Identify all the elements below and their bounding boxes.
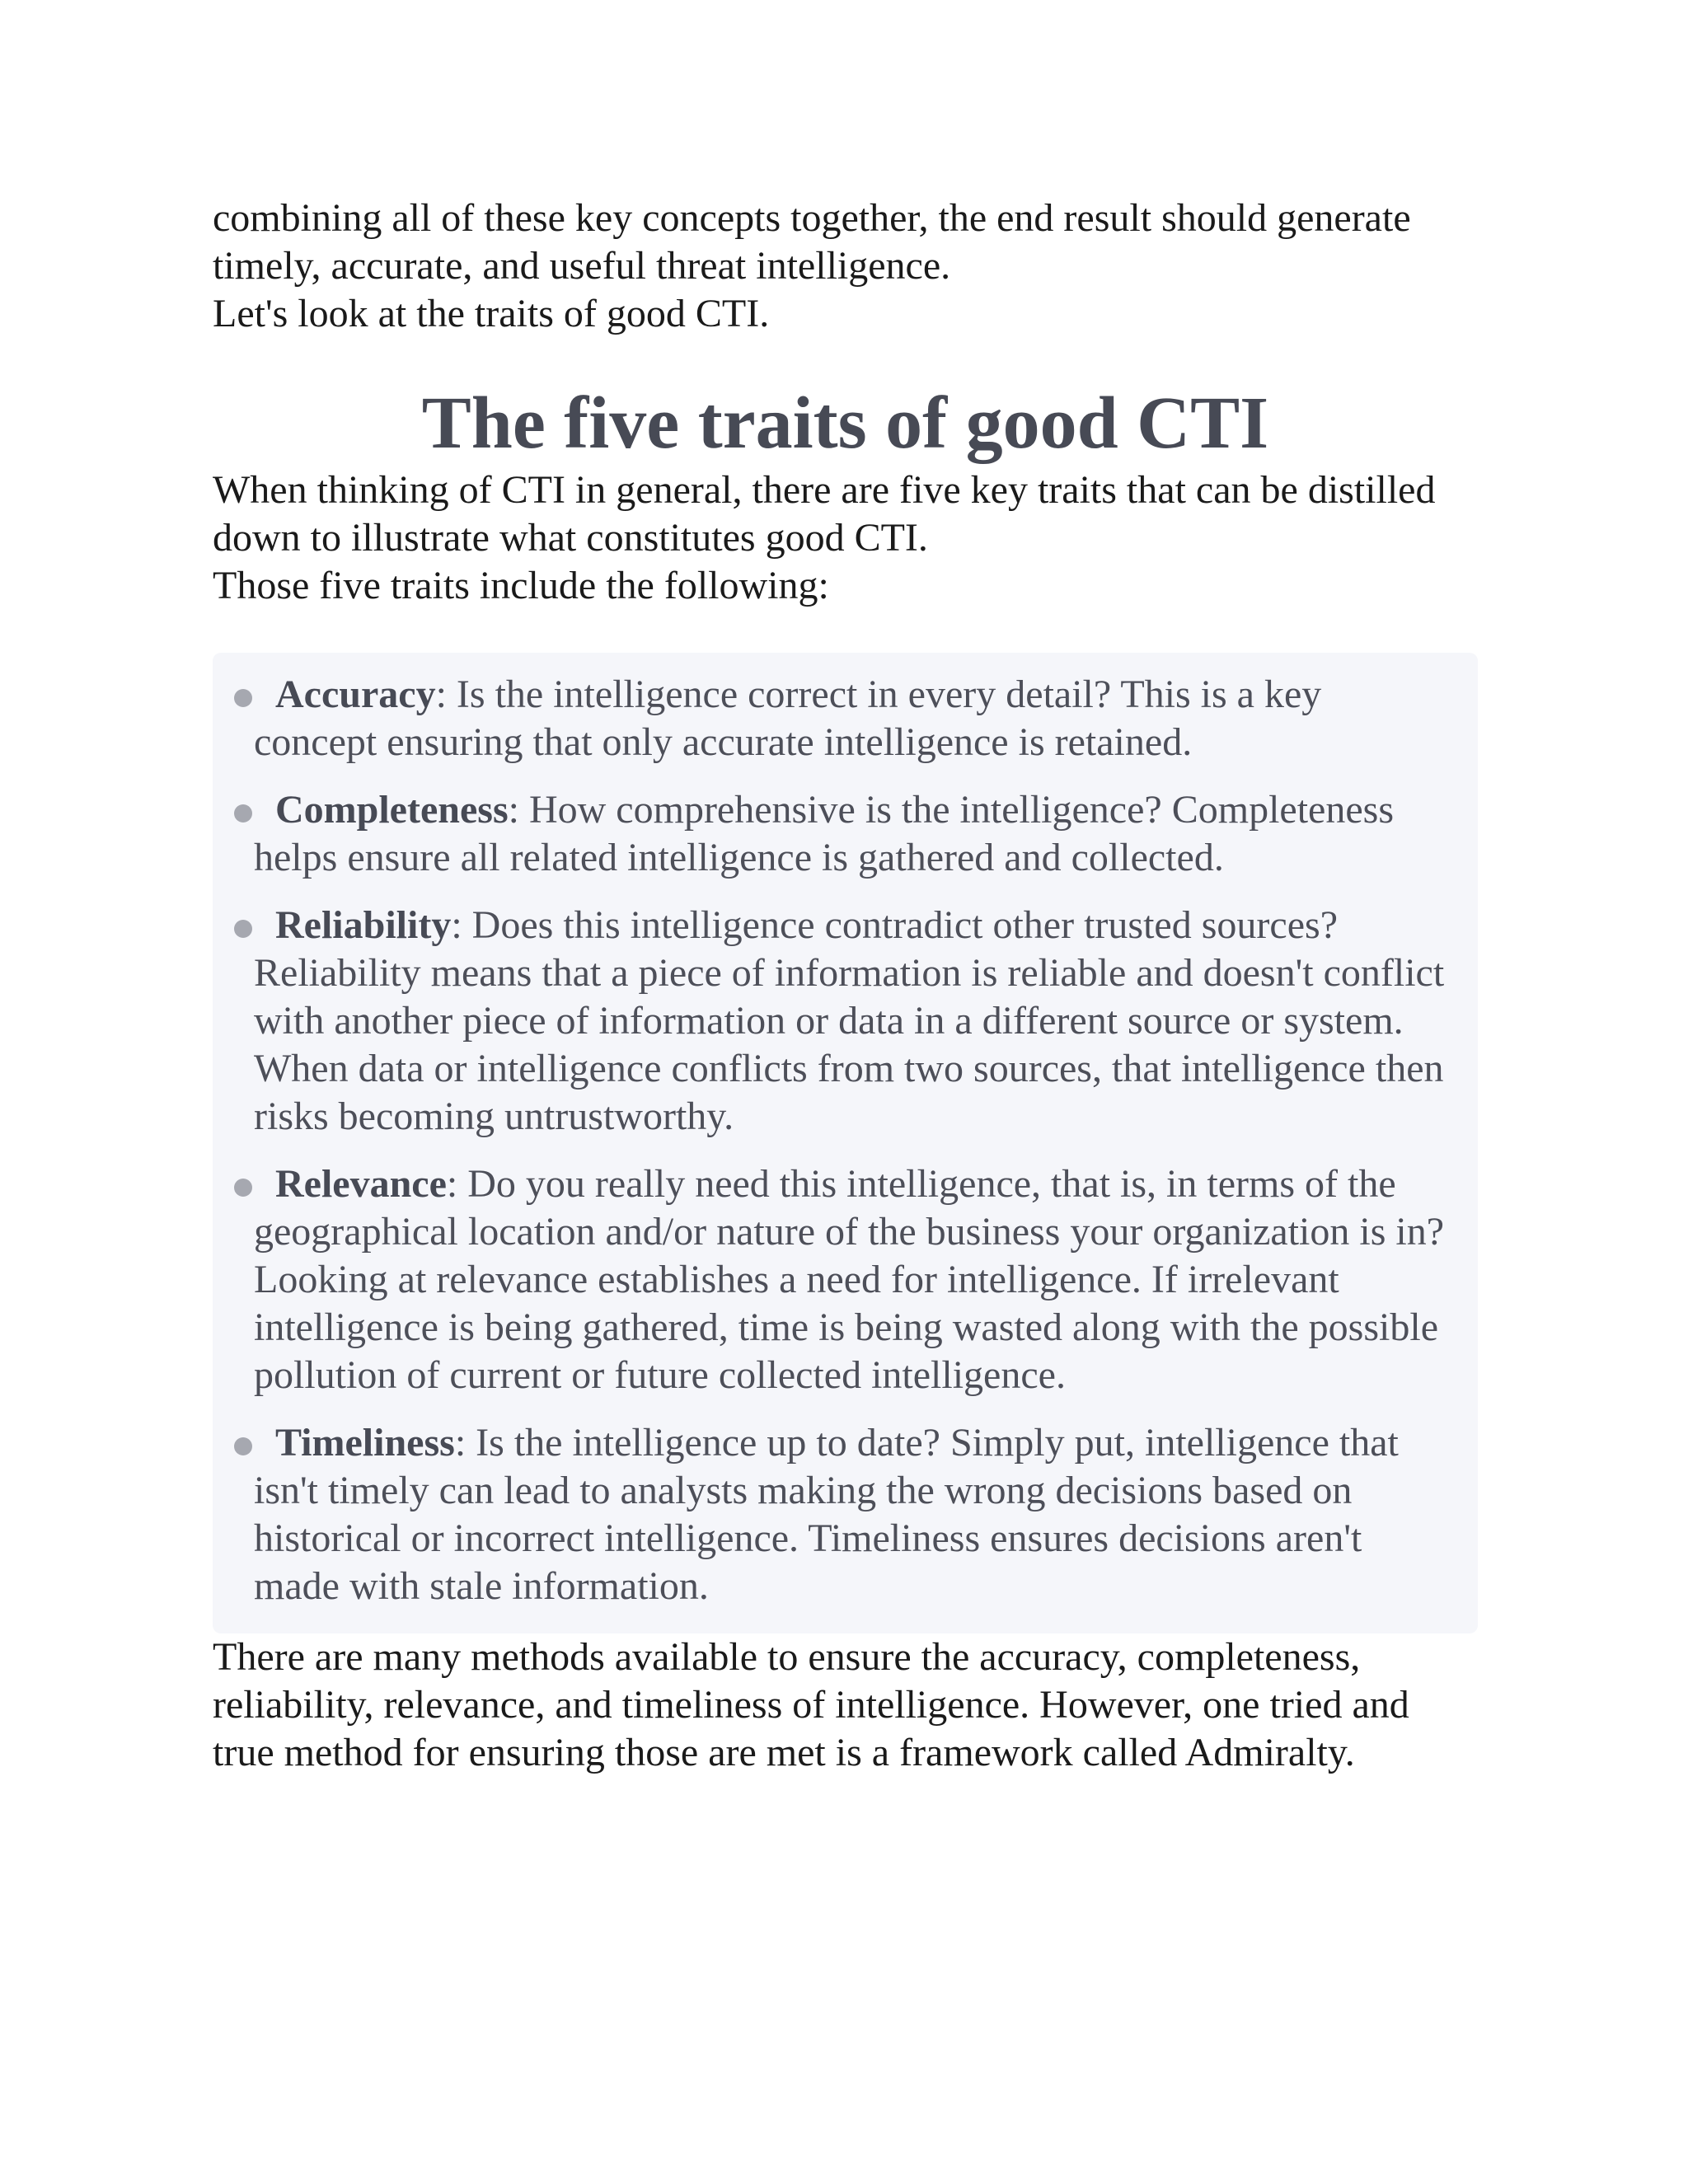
trait-name: Accuracy [275, 673, 436, 716]
closing-paragraph: There are many methods available to ensure the accuracy, completeness, reliability, relevance, and timeliness of intelligence. However, one tried and true method for ensuring those are met is a framework called Admiralty. [213, 1635, 1409, 1774]
trait-description: : Is the intelligence correct in every detail? This is a key concept ensuring that only accurate intelligence is retained. [254, 673, 1322, 764]
list-item-reliability [237, 902, 1453, 1141]
document-page [213, 194, 1478, 1777]
trait-name: Reliability [275, 903, 452, 947]
list-item-timeliness [237, 1419, 1453, 1610]
section-paragraph: When thinking of CTI in general, there are five key traits that can be distilled down to illustrate what constitutes good CTI. [213, 468, 1436, 560]
intro-lead-in: Let's look at the traits of good CTI. [213, 292, 770, 335]
list-item-relevance [237, 1160, 1453, 1399]
trait-description: : Does this intelligence contradict other trusted sources? Reliability means that a piece of information is reliable and doesn't conflict with another piece of information or data in a different source or system. When data or intelligence conflicts from two sources, that intelligence then risks becoming untrustworthy. [254, 903, 1445, 1138]
bullet-icon [234, 1179, 252, 1197]
intro-paragraph: combining all of these key concepts together, the end result should generate timely, accurate, and useful threat intelligence. [213, 196, 1411, 288]
trait-name: Completeness [275, 788, 509, 832]
section-heading: The five traits of good CTI [421, 382, 1269, 464]
traits-list [213, 653, 1478, 1633]
bullet-icon [234, 804, 252, 823]
trait-name: Timeliness [275, 1421, 455, 1465]
list-item-accuracy [237, 671, 1453, 766]
bullet-icon [234, 689, 252, 707]
trait-description: : How comprehensive is the intelligence? Completeness helps ensure all related intelligence is gathered and collected. [254, 788, 1395, 879]
bullet-icon [234, 1437, 252, 1455]
trait-description: : Do you really need this intelligence, that is, in terms of the geographical location and/or nature of the business your organization is in? Looking at relevance establishes a need for intelligence. If irrelevant intelligence is being gathered, time is being wasted along with the possible pollution of current or future collected intelligence. [254, 1162, 1445, 1397]
list-item-completeness [237, 786, 1453, 882]
trait-description: : Is the intelligence up to date? Simply put, intelligence that isn't timely can lead to analysts making the wrong decisions based on historical or incorrect intelligence. Timeliness ensures decisions aren't made with stale information. [254, 1421, 1399, 1608]
section-lead-in: Those five traits include the following: [213, 564, 829, 607]
bullet-icon [234, 920, 252, 938]
trait-name: Relevance [275, 1162, 447, 1206]
